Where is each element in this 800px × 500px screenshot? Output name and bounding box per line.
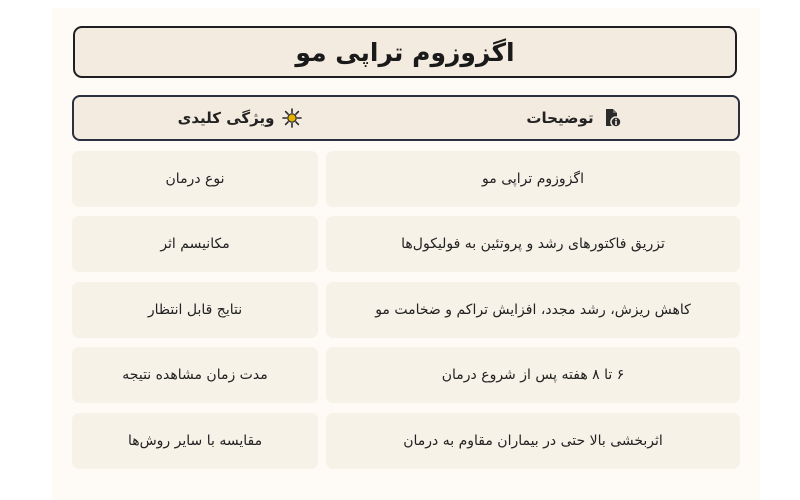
row-1-feature: نوع درمان [72, 151, 318, 207]
title-box [73, 26, 737, 78]
document-info-icon [602, 108, 622, 128]
row-2-description: تزریق فاکتورهای رشد و پروتئین به فولیکول‌ها [326, 216, 740, 272]
header-feature-label: ویژگی کلیدی [177, 109, 275, 127]
header-description-label: توضیحات [526, 109, 594, 127]
row-1-description: اگزوزوم تراپی مو [326, 151, 740, 207]
row-4-feature: مدت زمان مشاهده نتیجه [72, 347, 318, 403]
header-description [408, 97, 740, 139]
row-2-feature: مکانیسم اثر [72, 216, 318, 272]
row-3-feature: نتایج قابل انتظار [72, 282, 318, 338]
sparkle-icon [282, 108, 302, 128]
row-5-feature: مقایسه با سایر روش‌ها [72, 413, 318, 469]
page-title: اگزوزوم تراپی مو [295, 37, 515, 67]
row-5-description: اثربخشی بالا حتی در بیماران مقاوم به درمان [326, 413, 740, 469]
table-header [72, 95, 740, 141]
row-4-description: ۶ تا ۸ هفته پس از شروع درمان [326, 347, 740, 403]
row-3-description: کاهش ریزش، رشد مجدد، افزایش تراکم و ضخامت مو [326, 282, 740, 338]
header-feature [74, 97, 406, 139]
